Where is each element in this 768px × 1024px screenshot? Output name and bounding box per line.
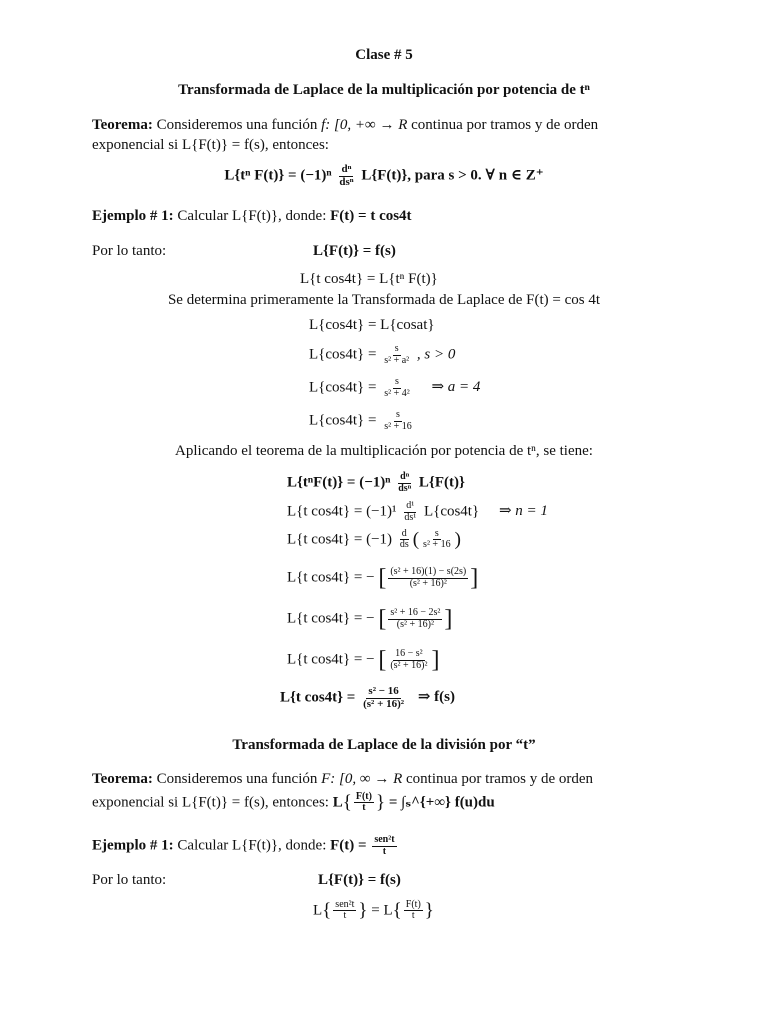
- last-eq-fraction-1: [333, 900, 356, 922]
- step2-tail: ⇒ n = 1: [498, 503, 548, 520]
- fraction-numerator: dⁿ: [400, 471, 410, 482]
- step5-lhs: L{t cos4t} = −: [287, 610, 375, 627]
- cos-eq-3-tail: ⇒ a = 4: [431, 379, 481, 396]
- step5-fraction: [388, 608, 442, 630]
- right-bracket: ]: [470, 565, 479, 591]
- section1-title: Transformada de Laplace de la multiplicación por potencia de tⁿ: [178, 82, 590, 98]
- example2-heading: [92, 835, 399, 857]
- example2-def-eq: L{F(t)} = f(s): [318, 872, 401, 888]
- fraction-denominator: dsⁿ: [339, 175, 354, 188]
- cos-eq-2-fraction: [382, 344, 411, 366]
- theorem2-formula-rhs: = ∫ₛ^{+∞} f(u)du: [388, 794, 495, 811]
- example2-given-lhs: F(t) =: [330, 837, 367, 854]
- right-brace: }: [424, 900, 434, 921]
- step6-eq: [287, 645, 440, 675]
- right-brace: }: [375, 792, 386, 813]
- fraction-denominator: ds¹: [404, 511, 417, 523]
- fraction-denominator: (s² + 16)²: [396, 618, 434, 630]
- left-bracket: [: [378, 565, 387, 591]
- step1-fraction: [396, 472, 413, 494]
- last-eq-L1: L: [313, 902, 323, 919]
- fraction-numerator: 16 − s²: [395, 648, 423, 659]
- right-paren: ): [454, 529, 461, 550]
- theorem1-paragraph: [92, 116, 676, 135]
- fraction-denominator: s² + 16: [384, 420, 412, 432]
- left-bracket: [: [378, 606, 387, 632]
- fraction-denominator: ds: [399, 539, 409, 551]
- fraction-numerator: s: [396, 409, 400, 420]
- step3-inner-fraction: [421, 529, 453, 551]
- fraction-denominator: s² + 4²: [384, 387, 410, 399]
- example1-rewrite: L{t cos4t} = L{tⁿ F(t)}: [300, 271, 438, 287]
- step1-rhs: L{F(t)}: [418, 474, 465, 491]
- theorem1-label: Teorema:: [92, 117, 153, 133]
- fraction-numerator: d¹: [406, 500, 415, 511]
- theorem1-formula-lhs: L{tⁿ F(t)} = (−1)ⁿ: [224, 167, 332, 184]
- step1-lhs: L{tⁿF(t)} = (−1)ⁿ: [287, 474, 391, 491]
- fraction-denominator: s² + 16: [423, 539, 451, 551]
- example2-last-eq: [313, 899, 434, 923]
- fraction-denominator: (s² + 16)²: [409, 577, 447, 589]
- right-bracket: ]: [431, 647, 440, 673]
- theorem1-formula: [0, 164, 768, 188]
- theorem1-func: f: [0, +∞ → R: [321, 117, 408, 133]
- example1-prompt: Calcular L{F(t)}, donde:: [177, 208, 327, 224]
- right-bracket: ]: [444, 606, 453, 632]
- theorem1-formula-rhs: L{F(t)}, para s > 0. ∀ n ∈ Z⁺: [361, 167, 544, 184]
- fraction-numerator: s² + 16 − 2s²: [390, 607, 441, 618]
- fraction-numerator: s: [394, 343, 399, 354]
- theorem2-line2-text: exponencial si L{F(t)} = f(s), entonces:: [92, 794, 329, 811]
- step2-lhs: L{t cos4t} = (−1)¹: [287, 503, 397, 520]
- cos-eq-3-lhs: L{cos4t} =: [309, 379, 377, 396]
- theorem1-derivative-fraction: [337, 164, 355, 188]
- example2-therefore: Por lo tanto:: [92, 872, 167, 888]
- cos-eq-2: [309, 344, 455, 366]
- class-title: Clase # 5: [355, 47, 413, 63]
- fraction-numerator: s: [395, 376, 399, 387]
- cos-eq-2-tail: , s > 0: [416, 346, 456, 363]
- fraction-denominator: t: [362, 802, 366, 814]
- step3-lhs: L{t cos4t} = (−1): [287, 531, 393, 548]
- step5-eq: [287, 604, 452, 634]
- last-eq-fraction-2: [404, 900, 423, 922]
- theorem2-formula-L: L: [332, 794, 343, 811]
- example1-given: F(t) = t cos4t: [330, 208, 412, 224]
- theorem2-text-a: Consideremos una función: [156, 771, 318, 787]
- step2-eq: [287, 501, 548, 523]
- left-brace: {: [342, 792, 352, 813]
- fraction-numerator: sen²t: [335, 898, 355, 910]
- fraction-numerator: F(t): [405, 898, 421, 910]
- step1-eq: [287, 472, 465, 494]
- cos-eq-4: [309, 410, 416, 432]
- result-eq: [280, 686, 455, 710]
- example1-def-eq: L{F(t)} = f(s): [313, 243, 396, 259]
- right-brace: }: [358, 900, 368, 921]
- fraction-numerator: (s² + 16)(1) − s(2s): [390, 566, 467, 577]
- left-brace: {: [322, 900, 332, 921]
- result-lhs: L{t cos4t} =: [280, 689, 356, 706]
- example1-therefore: Por lo tanto:: [92, 243, 167, 259]
- last-eq-mid: = L: [371, 902, 393, 919]
- result-fraction: [361, 686, 406, 710]
- theorem2-line2: [92, 791, 495, 815]
- left-bracket: [: [378, 647, 387, 673]
- fraction-denominator: t: [343, 910, 347, 922]
- cos-eq-3-fraction: [382, 377, 412, 399]
- apply-text: Aplicando el teorema de la multiplicación por potencia de tⁿ, se tiene:: [175, 443, 593, 459]
- example2-label: Ejemplo # 1:: [92, 837, 174, 854]
- fraction-numerator: d: [401, 527, 407, 539]
- fraction-numerator: s² − 16: [368, 685, 399, 697]
- fraction-numerator: sen²t: [374, 834, 395, 845]
- cos-eq-3: [309, 377, 480, 399]
- example1-label: Ejemplo # 1:: [92, 208, 174, 224]
- theorem2-text-b: continua por tramos y de orden: [406, 771, 594, 787]
- example2-given-fraction: [372, 835, 396, 857]
- cos-eq-4-lhs: L{cos4t} =: [309, 412, 377, 429]
- theorem2-label: Teorema:: [92, 771, 153, 787]
- step3-derivative-fraction: [398, 529, 411, 551]
- cos-eq-2-lhs: L{cos4t} =: [309, 346, 377, 363]
- left-paren: (: [412, 529, 420, 550]
- step4-fraction: [388, 567, 468, 589]
- example1-heading: [92, 207, 412, 226]
- theorem1-text-b: continua por tramos y de orden: [411, 117, 599, 133]
- result-tail: ⇒ f(s): [417, 689, 455, 706]
- fraction-denominator: (s² + 16)²: [390, 659, 428, 671]
- theorem2-func: F: [0, ∞ → R: [321, 771, 403, 787]
- theorem1-line2: exponencial si L{F(t)} = f(s), entonces:: [92, 137, 329, 153]
- fraction-numerator: F(t): [355, 790, 372, 802]
- theorem2-paragraph: [92, 770, 676, 789]
- fraction-denominator: s² + a²: [384, 354, 410, 366]
- step6-lhs: L{t cos4t} = −: [287, 651, 375, 668]
- fraction-denominator: t: [411, 910, 415, 922]
- step2-rhs: L{cos4t}: [423, 503, 480, 520]
- fraction-denominator: t: [382, 845, 387, 857]
- theorem2-fraction: [354, 792, 374, 814]
- cos-eq-1: L{cos4t} = L{cosat}: [309, 317, 435, 333]
- fraction-numerator: dⁿ: [341, 163, 352, 175]
- theorem1-text-a: Consideremos una función: [156, 117, 318, 133]
- fraction-denominator: dsⁿ: [398, 482, 412, 494]
- step4-eq: [287, 563, 478, 593]
- step3-eq: [287, 528, 461, 552]
- left-brace: {: [392, 900, 402, 921]
- cos-eq-4-fraction: [382, 410, 414, 432]
- section2-title: Transformada de Laplace de la división por “t”: [232, 737, 536, 753]
- step2-fraction: [402, 501, 418, 523]
- fraction-denominator: (s² + 16)²: [363, 697, 405, 710]
- example2-prompt: Calcular L{F(t)}, donde:: [177, 837, 327, 854]
- example1-first-step: Se determina primeramente la Transformada de Laplace de F(t) = cos 4t: [167, 292, 601, 308]
- fraction-numerator: s: [434, 527, 439, 539]
- step6-fraction: [388, 649, 429, 671]
- step4-lhs: L{t cos4t} = −: [287, 569, 375, 586]
